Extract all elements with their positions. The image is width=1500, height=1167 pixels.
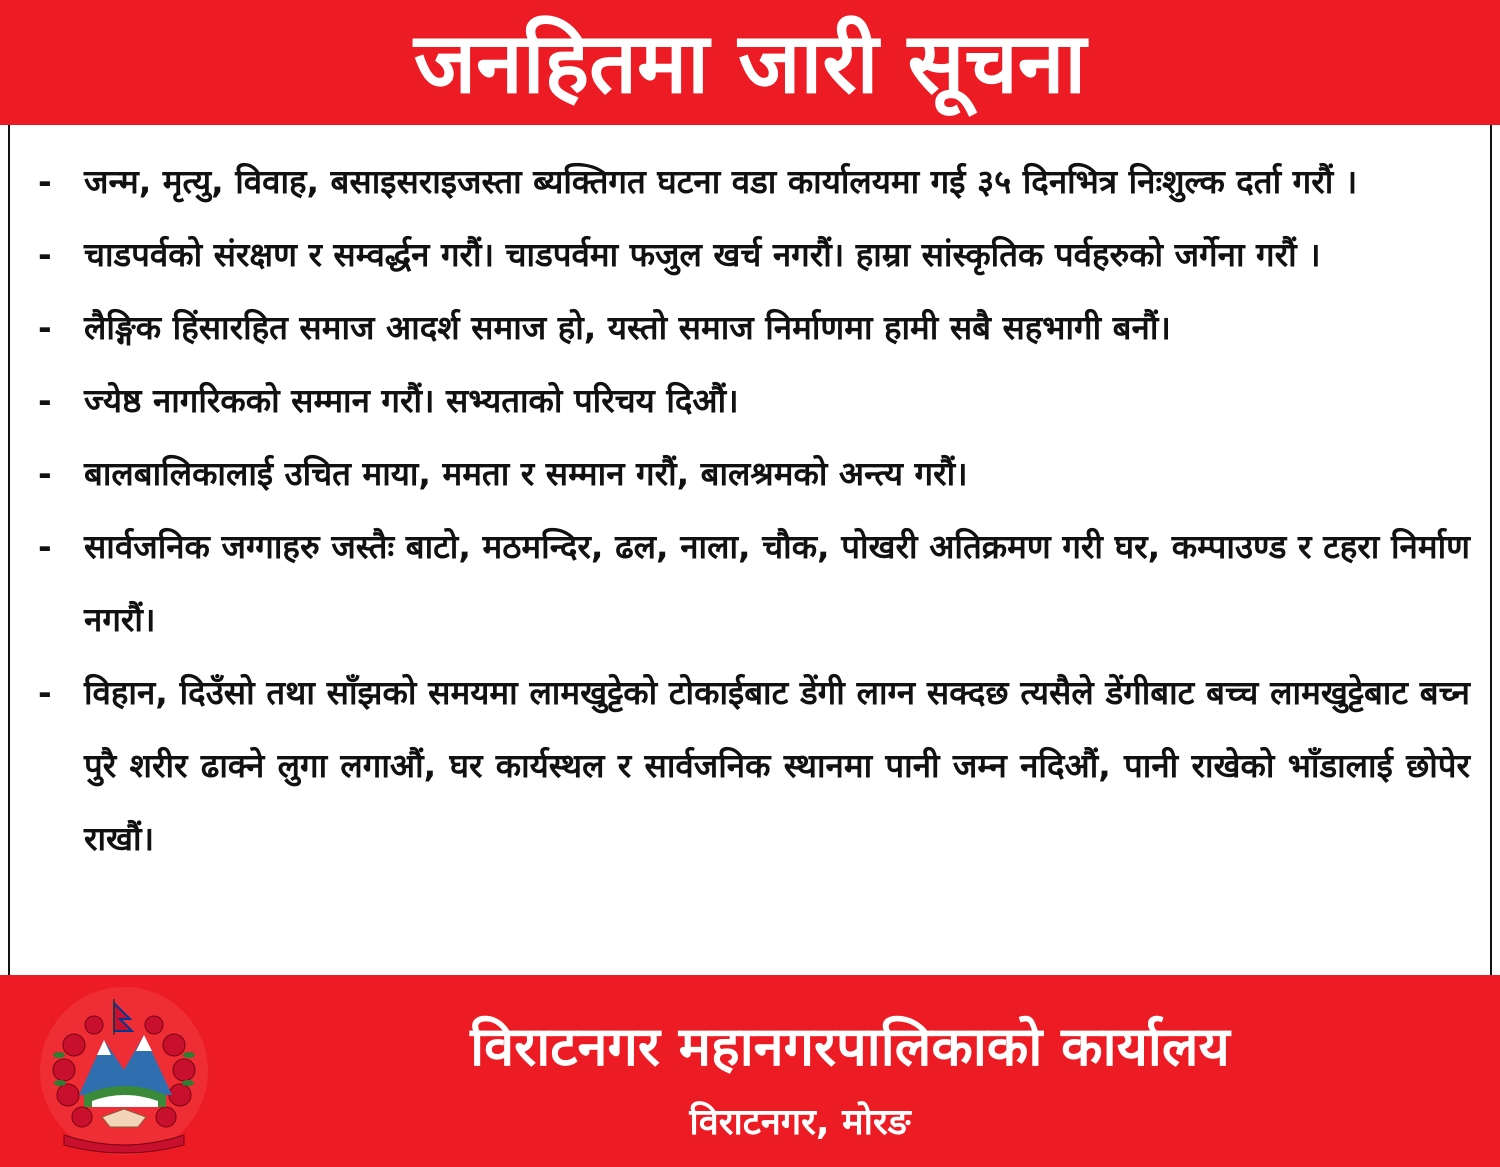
notice-text: लैङ्गिक हिंसारहित समाज आदर्श समाज हो, यस्तो समाज निर्माणमा हामी सबै सहभागी बनौं।: [84, 308, 1171, 347]
notice-item-1: [0, 145, 1500, 218]
notice-item-2: [0, 218, 1500, 291]
bullet-dash: -: [38, 673, 52, 712]
nepal-coat-of-arms-icon: [34, 985, 214, 1157]
notice-text: बालबालिकालाई उचित माया, ममता र सम्मान गरौं, बालश्रमको अन्त्य गरौं।: [84, 454, 968, 493]
bullet-dash: -: [38, 308, 52, 347]
office-location: विराटनगर, मोरङ: [689, 1102, 911, 1143]
bullet-dash: -: [38, 381, 52, 420]
bullet-dash: -: [38, 454, 52, 493]
notice-text: सार्वजनिक जग्गाहरु जस्तैः बाटो, मठमन्दिर, ढल, नाला, चौक, पोखरी अतिक्रमण गरी घर, कम्पाउण्ड र टहरा निर्माण नगरौं।: [84, 527, 1470, 639]
notice-item-6: [0, 510, 1500, 656]
header-banner: [0, 0, 1500, 125]
office-name: विराटनगर महानगरपालिकाको कार्यालय: [470, 1015, 1230, 1078]
notice-text: विहान, दिउँसो तथा साँझको समयमा लामखुट्टेको टोकाईबाट डेंगी लाग्न सक्दछ त्यसैले डेंगीबाट बच्च लामखुट्टेबाट बच्न पुरै शरीर ढाक्ने लुगा लगाऔं, घर कार्यस्थल र सार्वजनिक स्थानमा पानी जम्न नदिऔं, पानी राखेको भाँडालाई छोपेर राखौं।: [84, 673, 1470, 858]
notice-item-3: [0, 291, 1500, 364]
bullet-dash: -: [38, 235, 52, 274]
bullet-dash: -: [38, 162, 52, 201]
notice-body: [0, 125, 1500, 975]
footer-banner: [0, 975, 1500, 1167]
notice-text: ज्येष्ठ नागरिकको सम्मान गरौं। सभ्यताको परिचय दिऔं।: [84, 381, 739, 420]
notice-text: जन्म, मृत्यु, विवाह, बसाइसराइजस्ता ब्यक्तिगत घटना वडा कार्यालयमा गई ३५ दिनभित्र निःशुल्क दर्ता गरौं ।: [84, 162, 1358, 201]
notice-item-7: [0, 656, 1500, 875]
notice-item-5: [0, 437, 1500, 510]
notice-list: [0, 145, 1500, 875]
bullet-dash: -: [38, 527, 52, 566]
page-title: जनहितमा जारी सूचना: [413, 13, 1087, 112]
notice-text: चाडपर्वको संरक्षण र सम्वर्द्धन गरौं। चाडपर्वमा फजुल खर्च नगरौं। हाम्रा सांस्कृतिक पर्वहरुको जर्गेना गरौं ।: [84, 235, 1321, 274]
notice-item-4: [0, 364, 1500, 437]
